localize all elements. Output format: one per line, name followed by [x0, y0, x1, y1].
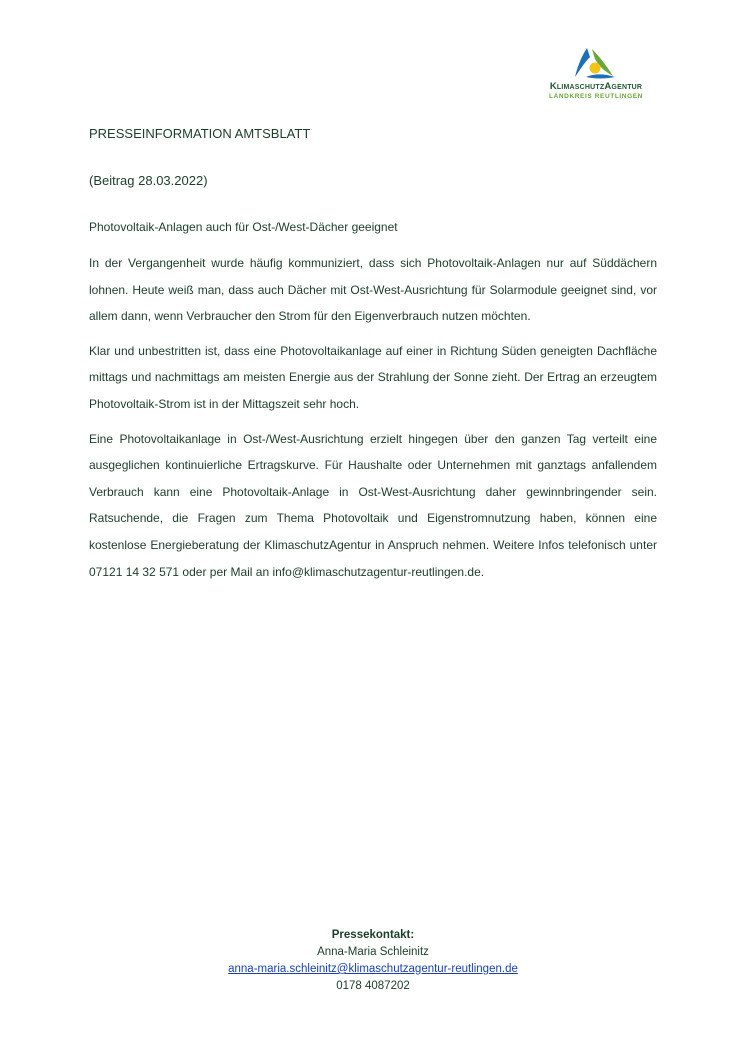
article-body: [89, 250, 657, 593]
article-date: (Beitrag 28.03.2022): [89, 173, 208, 188]
article-subtitle: Photovoltaik-Anlagen auch für Ost-/West-Dächer geeignet: [89, 220, 398, 234]
press-contact: [0, 927, 746, 995]
paragraph: Klar und unbestritten ist, dass eine Photovoltaikanlage auf einer in Richtung Süden geneigten Dachfläche mittags und nachmittags am meisten Energie aus der Strahlung der Sonne zieht. Der Ertrag an erzeugtem Photovoltaik-Strom ist in der Mittagszeit sehr hoch.: [89, 343, 657, 411]
page-title: PRESSEINFORMATION AMTSBLATT: [89, 126, 311, 141]
press-contact-email-link[interactable]: anna-maria.schleinitz@klimaschutzagentur-reutlingen.de: [228, 963, 518, 975]
logo-emblem-icon: [573, 46, 619, 80]
press-contact-name: Anna-Maria Schleinitz: [317, 946, 429, 958]
logo-subline: LANDKREIS REUTLINGEN: [549, 93, 643, 100]
press-contact-phone: 0178 4087202: [336, 980, 410, 992]
klimaschutzagentur-logo: [535, 46, 657, 102]
logo-wordmark: KlimaschutzAgentur: [549, 81, 643, 92]
paragraph: Eine Photovoltaikanlage in Ost-/West-Ausrichtung erzielt hingegen über den ganzen Tag verteilt eine ausgeglichen kontinuierliche Ertragskurve. Für Haushalte oder Unternehmen mit ganztags anfallendem Verbrauch kann eine Photovoltaik-Anlage in Ost-West-Ausrichtung daher gewinnbringender sein. Ratsuchende, die Fragen zum Thema Photovoltaik und Eigenstromnutzung haben, können eine kostenlose Energieberatung der KlimaschutzAgentur in Anspruch nehmen. Weitere Infos telefonisch unter 07121 14 32 571 oder per Mail an info@klimaschutzagentur-reutlingen.de.: [89, 431, 657, 579]
press-contact-label: Pressekontakt:: [331, 929, 415, 941]
paragraph: In der Vergangenheit wurde häufig kommuniziert, dass sich Photovoltaik-Anlagen nur auf Süddächern lohnen. Heute weiß man, dass auch Dächer mit Ost-West-Ausrichtung für Solarmodule geeignet sind, vor allem dann, wenn Verbraucher den Strom für den Eigenverbrauch nutzen möchten.: [89, 256, 657, 324]
